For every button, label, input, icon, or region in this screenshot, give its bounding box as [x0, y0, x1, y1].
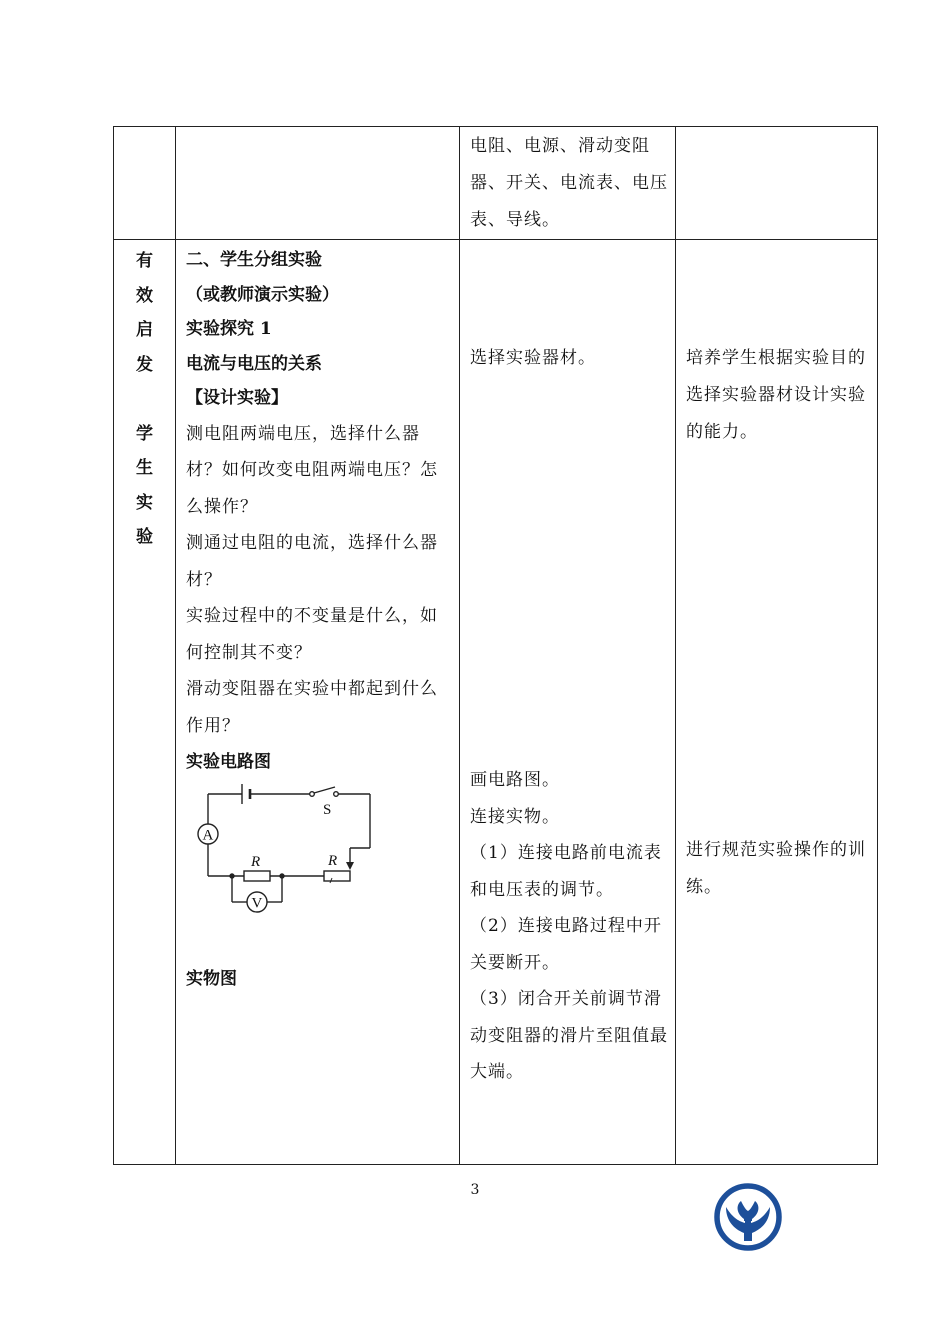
hands-logo-icon: [714, 1183, 782, 1251]
explore-heading: 实验探究 1: [186, 319, 272, 339]
student-select-text: 选择实验器材。: [470, 348, 596, 368]
question-text: 测电阻两端电压，选择什么器材？如何改变电阻两端电压？怎么操作？: [186, 423, 438, 517]
design-intent-cell: [676, 240, 878, 1165]
intent-text: 进行规范实验操作的训练。: [686, 840, 866, 897]
stage-char: 启: [136, 320, 153, 340]
question-text: 滑动变阻器在实验中都起到什么作用？: [186, 679, 438, 736]
rheostat-symbol: [324, 853, 350, 883]
stage-char: 发: [136, 354, 153, 375]
step-text: （3）闭合开关前调节滑动变阻器的滑片至阻值最大端。: [470, 989, 668, 1082]
student-activity-cell: [460, 127, 676, 240]
page-number: 3: [470, 1182, 480, 1198]
topic-heading: 电流与电压的关系: [186, 353, 322, 374]
student-activity: [460, 340, 675, 1091]
design-intent: [676, 340, 877, 906]
switch-label: S: [323, 801, 332, 818]
stage-cell: [114, 127, 176, 240]
circuit-heading: 实验电路图: [186, 752, 271, 772]
lesson-plan-table: [113, 126, 878, 1165]
question-text: 测通过电阻的电流，选择什么器材？: [186, 533, 438, 590]
resistor-label: R: [251, 853, 261, 870]
circuit-diagram: [190, 784, 390, 914]
ammeter-label: A: [202, 827, 214, 843]
step-text: 连接实物。: [470, 806, 560, 827]
battery-symbol: [208, 784, 310, 804]
design-intent-cell: [676, 127, 878, 240]
section-subtitle: （或教师演示实验）: [186, 284, 339, 305]
teacher-activity-cell: [176, 240, 460, 1165]
student-activity-cell: [460, 240, 676, 1165]
question-text: 实验过程中的不变量是什么，如何控制其不变？: [186, 606, 438, 663]
stage-char: 学: [136, 423, 153, 444]
teacher-activity: [176, 243, 459, 996]
voltmeter-label: V: [251, 895, 263, 911]
table-row: [114, 240, 878, 1165]
table-row: [114, 127, 878, 240]
stage-char: 有: [136, 251, 153, 271]
intent-text: 培养学生根据实验目的选择实验器材设计实验的能力。: [686, 348, 866, 442]
student-steps: [470, 762, 669, 1091]
teacher-activity-cell: [176, 127, 460, 240]
step-text: 画电路图。: [470, 770, 560, 790]
real-diagram-heading: 实物图: [186, 968, 237, 989]
stage-char: 实: [136, 492, 153, 513]
voltmeter-symbol: [247, 892, 267, 912]
stage-char: 效: [136, 285, 153, 306]
design-heading: 【设计实验】: [186, 388, 288, 408]
step-text: （2）连接电路过程中开关要断开。: [470, 916, 662, 973]
ammeter-symbol: [198, 824, 218, 844]
rheostat-label: R: [328, 852, 338, 869]
resistor-symbol: [244, 854, 270, 881]
step-text: （1）连接电路前电流表和电压表的调节。: [470, 843, 662, 900]
stage-char: 生: [136, 458, 153, 478]
stage-char: 验: [136, 527, 153, 547]
stage-cell: [114, 240, 176, 1165]
switch-symbol: [310, 787, 370, 796]
stage-label: [114, 240, 175, 555]
section-title: 二、学生分组实验: [186, 250, 322, 270]
materials-text: 电阻、电源、滑动变阻器、开关、电流表、电压表、导线。: [470, 136, 668, 230]
